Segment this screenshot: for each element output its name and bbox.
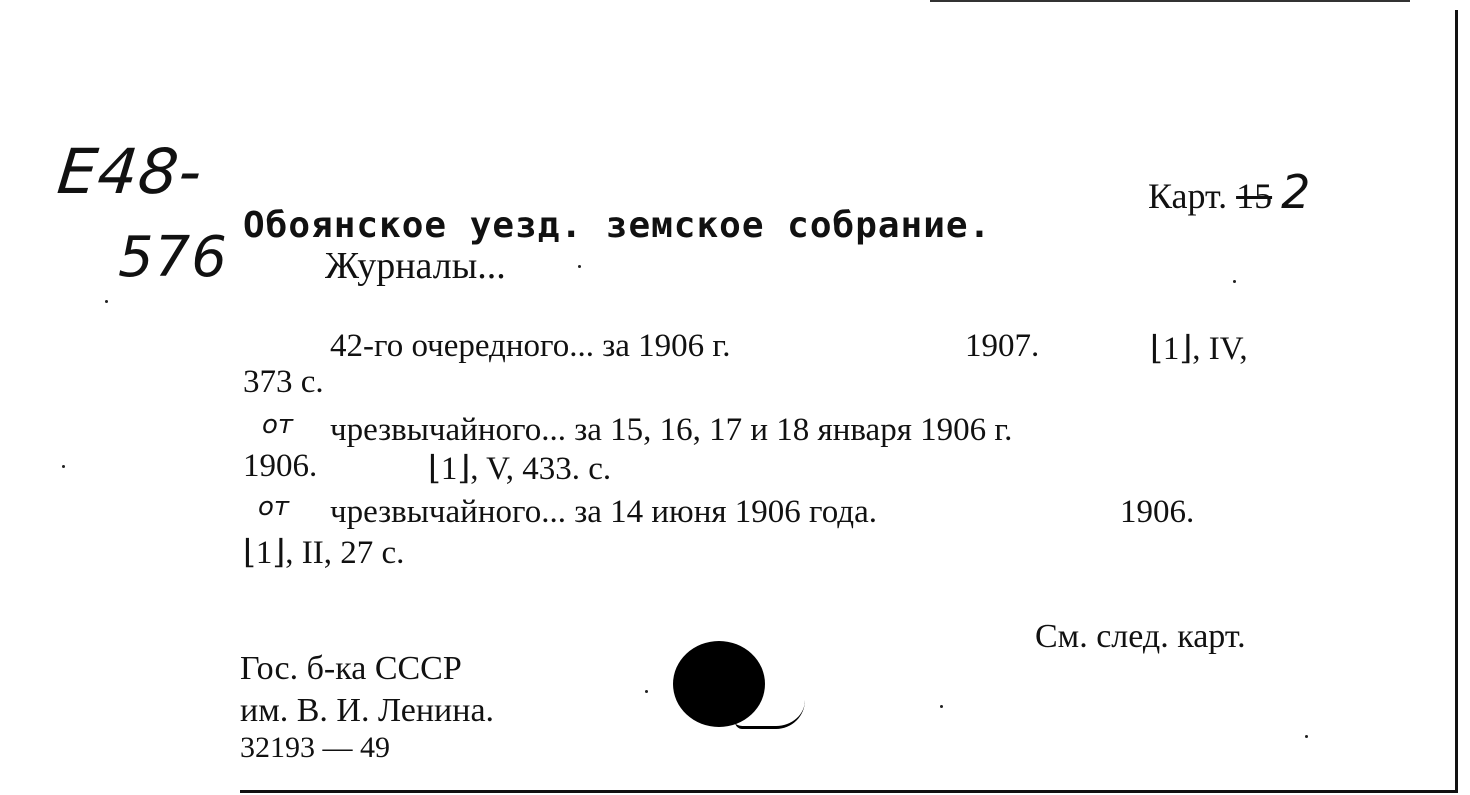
see-next-card: См. след. карт. — [1035, 618, 1246, 655]
entry-2-year: 1906. — [243, 448, 318, 484]
card-top-edge — [930, 0, 1410, 2]
entry-2-line1: чрезвычайного... за 15, 16, 17 и 18 января 1906 г. — [330, 412, 1013, 448]
entry-1-year: 1907. — [965, 328, 1040, 364]
entry-2-extent: ⌊1⌋, V, 433. с. — [428, 451, 612, 487]
card-subheading: Журналы... — [325, 245, 506, 287]
speck — [578, 265, 581, 268]
shelf-mark-line2: 576 — [118, 225, 228, 290]
speck — [940, 705, 943, 708]
card-right-edge — [1455, 10, 1458, 790]
speck — [1233, 280, 1236, 283]
speck — [105, 300, 108, 303]
entry-3-year: 1906. — [1120, 494, 1195, 530]
library-line2: им. В. И. Ленина. — [240, 692, 495, 729]
card-number-label: Карт. — [1148, 176, 1228, 216]
card-heading: Обоянское уезд. земское собрание. — [243, 205, 992, 246]
entry-3-line1: чрезвычайного... за 14 июня 1906 года. — [330, 494, 877, 530]
entry-1-extent: ⌊1⌋, IV, — [1150, 331, 1248, 367]
card-number-old: 15 — [1236, 176, 1273, 216]
speck — [645, 690, 648, 693]
entry-3-handwritten-prefix: от — [258, 492, 290, 522]
ink-blot-tail — [735, 700, 805, 729]
card-number — [1148, 165, 1310, 219]
speck — [1305, 735, 1308, 738]
card-number-new: 2 — [1281, 165, 1311, 219]
speck — [62, 465, 65, 468]
card-bottom-edge — [240, 790, 1458, 793]
shelf-mark-line1: Е48- — [54, 135, 207, 208]
entry-3-line2: ⌊1⌋, II, 27 с. — [243, 535, 405, 571]
entry-1-line2: 373 с. — [243, 364, 324, 400]
entry-1-line1: 42-го очередного... за 1906 г. — [330, 328, 731, 364]
print-code: 32193 — 49 — [240, 731, 390, 764]
entry-2-handwritten-prefix: от — [262, 410, 294, 440]
library-line1: Гос. б-ка СССР — [240, 650, 462, 687]
